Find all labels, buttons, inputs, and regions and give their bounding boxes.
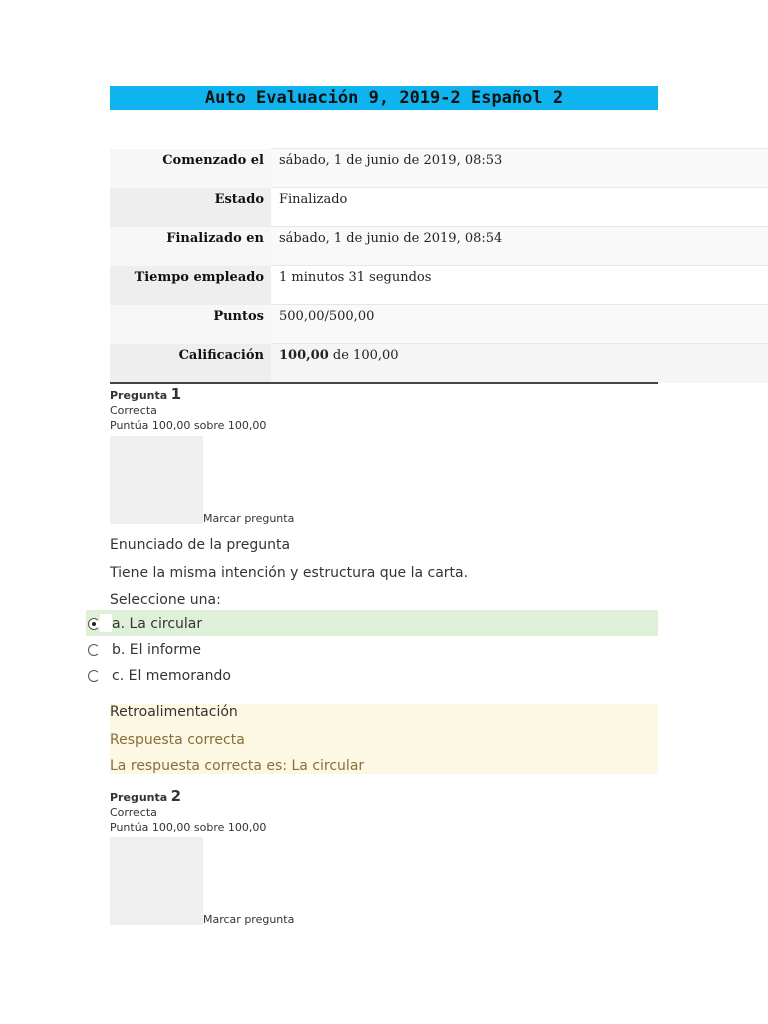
flag-icon[interactable] bbox=[110, 837, 203, 925]
answer-label: c. El memorando bbox=[112, 668, 231, 684]
answer-option-c[interactable] bbox=[86, 662, 658, 688]
feedback-panel bbox=[110, 704, 658, 774]
answer-option-b[interactable] bbox=[86, 636, 658, 662]
answer-option-a[interactable] bbox=[86, 610, 658, 636]
radio-selected-icon[interactable] bbox=[88, 618, 100, 630]
summary-label: Finalizado en bbox=[110, 227, 271, 266]
question-number: 1 bbox=[170, 385, 182, 403]
summary-label: Estado bbox=[110, 188, 271, 227]
attempt-summary-table bbox=[110, 148, 768, 383]
summary-row bbox=[110, 227, 768, 266]
question-label: Pregunta bbox=[110, 389, 168, 402]
radio-icon[interactable] bbox=[88, 644, 100, 656]
summary-label: Calificación bbox=[110, 344, 271, 383]
quiz-title-bar bbox=[110, 86, 658, 110]
option-spacer bbox=[100, 614, 112, 632]
question-1-info bbox=[110, 387, 266, 433]
question-number: 2 bbox=[170, 787, 182, 805]
feedback-heading: Retroalimentación bbox=[110, 704, 238, 720]
question-label: Pregunta bbox=[110, 791, 168, 804]
question-state: Correcta bbox=[110, 404, 157, 417]
summary-label: Tiempo empleado bbox=[110, 266, 271, 305]
radio-icon[interactable] bbox=[88, 670, 100, 682]
question-state: Correcta bbox=[110, 806, 157, 819]
summary-value: sábado, 1 de junio de 2019, 08:54 bbox=[271, 227, 768, 266]
summary-value bbox=[271, 344, 768, 383]
summary-label: Comenzado el bbox=[110, 149, 271, 188]
question-2-info bbox=[110, 789, 266, 835]
flag-icon[interactable] bbox=[110, 436, 203, 524]
answer-label: a. La circular bbox=[112, 616, 203, 632]
summary-row bbox=[110, 149, 768, 188]
feedback-correct-answer: La respuesta correcta es: La circular bbox=[110, 758, 365, 774]
grade-total: de 100,00 bbox=[328, 348, 399, 363]
page-title: Auto Evaluación 9, 2019-2 Español 2 bbox=[204, 88, 564, 108]
flag-question-link[interactable]: Marcar pregunta bbox=[203, 913, 295, 926]
summary-value: Finalizado bbox=[271, 188, 768, 227]
grade-value: 100,00 bbox=[279, 348, 329, 363]
summary-row bbox=[110, 344, 768, 383]
summary-value: 500,00/500,00 bbox=[271, 305, 768, 344]
question-grade: Puntúa 100,00 sobre 100,00 bbox=[110, 419, 267, 432]
feedback-result: Respuesta correcta bbox=[110, 732, 245, 748]
summary-divider bbox=[110, 382, 658, 384]
question-grade: Puntúa 100,00 sobre 100,00 bbox=[110, 821, 267, 834]
summary-row bbox=[110, 266, 768, 305]
summary-row bbox=[110, 188, 768, 227]
summary-row bbox=[110, 305, 768, 344]
flag-question-link[interactable]: Marcar pregunta bbox=[203, 512, 295, 525]
summary-value: sábado, 1 de junio de 2019, 08:53 bbox=[271, 149, 768, 188]
summary-value: 1 minutos 31 segundos bbox=[271, 266, 768, 305]
question-heading: Enunciado de la pregunta bbox=[110, 537, 291, 553]
question-text: Tiene la misma intención y estructura que la carta. bbox=[110, 565, 469, 581]
answer-prompt: Seleccione una: bbox=[110, 592, 221, 608]
answer-label: b. El informe bbox=[112, 642, 201, 658]
summary-label: Puntos bbox=[110, 305, 271, 344]
